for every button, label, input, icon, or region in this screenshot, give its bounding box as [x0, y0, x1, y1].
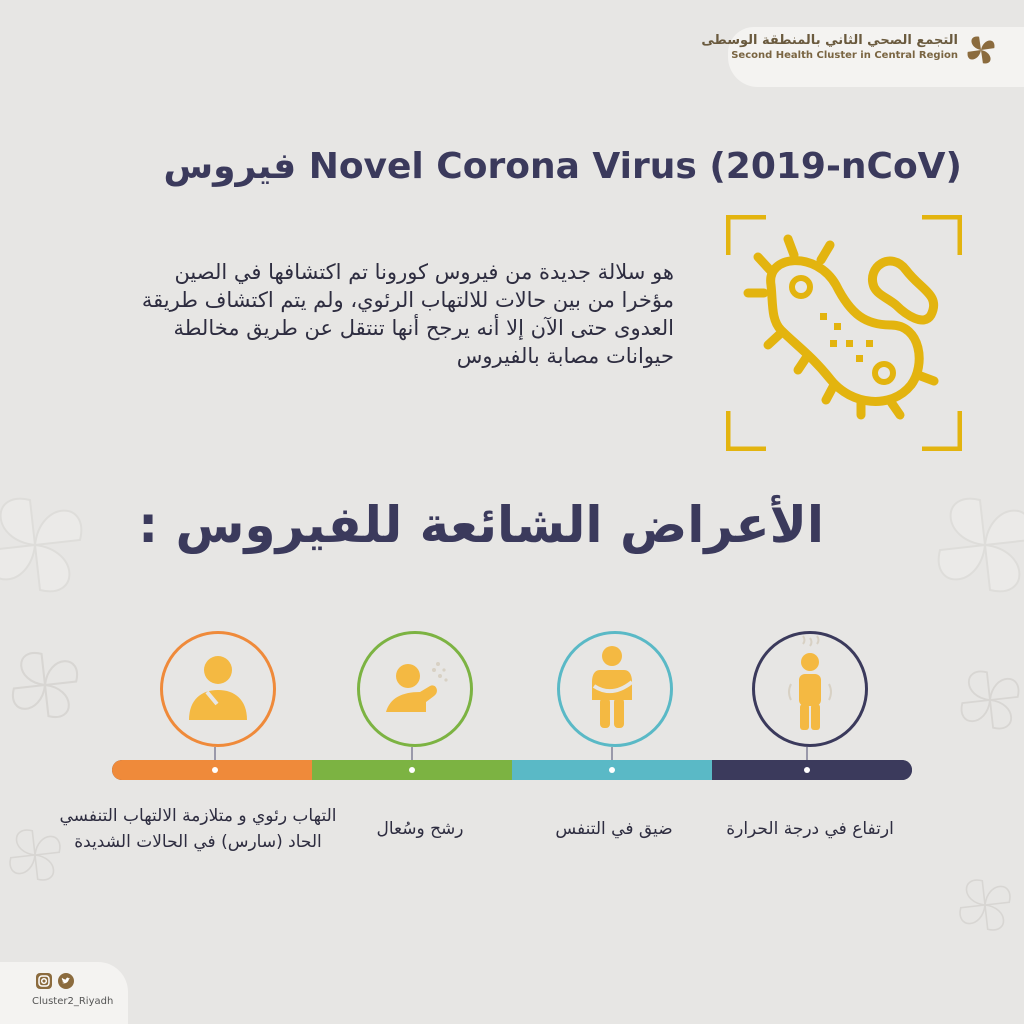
org-name-ar: التجمع الصحي الثاني بالمنطقة الوسطى: [701, 33, 958, 48]
timeline-dot: [409, 767, 415, 773]
timeline-connector: [214, 747, 216, 760]
coughing-person-icon: [360, 634, 470, 744]
symptom-label-line: رشح وسُعال: [376, 819, 464, 839]
symptom-icon-circle: [160, 631, 276, 747]
org-logo-icon: [962, 31, 1000, 69]
timeline-dot: [212, 767, 218, 773]
thermometer-person-icon: [755, 634, 865, 744]
description-line: مؤخرا من بين حالات للالتهاب الرئوي، ولم يتم اكتشاف طريقة: [141, 288, 674, 312]
symptoms-title: الأعراض الشائعة للفيروس :: [138, 496, 824, 554]
timeline-connector: [806, 747, 808, 760]
symptom-label-line: ضيق في التنفس: [555, 819, 673, 839]
instagram-icon[interactable]: [36, 973, 52, 989]
petal-decor-right-small: [950, 660, 1024, 740]
timeline-dot: [804, 767, 810, 773]
virus-description: [74, 258, 674, 370]
petal-decor-left: [0, 480, 100, 610]
petal-decor-left-small: [0, 640, 90, 730]
page-title: فيروس Novel Corona Virus (2019-nCoV): [163, 146, 962, 187]
symptom-label-fever: [712, 816, 908, 842]
description-line: حيوانات مصابة بالفيروس: [456, 344, 674, 368]
symptoms-timeline: [112, 760, 912, 780]
footer-handle: Cluster2_Riyadh: [32, 996, 114, 1007]
org-name-en: Second Health Cluster in Central Region: [731, 50, 958, 61]
bacteria-icon: [726, 215, 962, 451]
org-logo-text: [701, 33, 958, 61]
chest-pain-person-icon: [560, 634, 670, 744]
petal-decor-right: [920, 480, 1024, 610]
petal-decor-bottom-right: [950, 870, 1020, 940]
sick-person-icon: [163, 634, 273, 744]
symptom-label-line: التهاب رئوي و متلازمة الالتهاب التنفسي: [59, 806, 337, 826]
twitter-icon[interactable]: [58, 973, 74, 989]
symptom-label-breathing: [530, 816, 698, 842]
description-line: هو سلالة جديدة من فيروس كورونا تم اكتشافها في الصين: [174, 260, 674, 284]
symptom-icon-circle: [752, 631, 868, 747]
footer-tab: [0, 962, 128, 1024]
description-line: العدوى حتى الآن إلا أنه يرجح أنها تنتقل عن طريق مخالطة: [173, 316, 674, 340]
timeline-connector: [611, 747, 613, 760]
symptom-label-pneumonia: [50, 803, 346, 855]
timeline-connector: [411, 747, 413, 760]
symptom-icon-circle: [357, 631, 473, 747]
symptom-icon-circle: [557, 631, 673, 747]
timeline-segment: [712, 760, 912, 780]
symptom-label-cough: [352, 816, 488, 842]
symptom-label-line: ارتفاع في درجة الحرارة: [726, 819, 894, 839]
symptom-label-line: الحاد (سارس) في الحالات الشديدة: [74, 832, 322, 852]
timeline-dot: [609, 767, 615, 773]
